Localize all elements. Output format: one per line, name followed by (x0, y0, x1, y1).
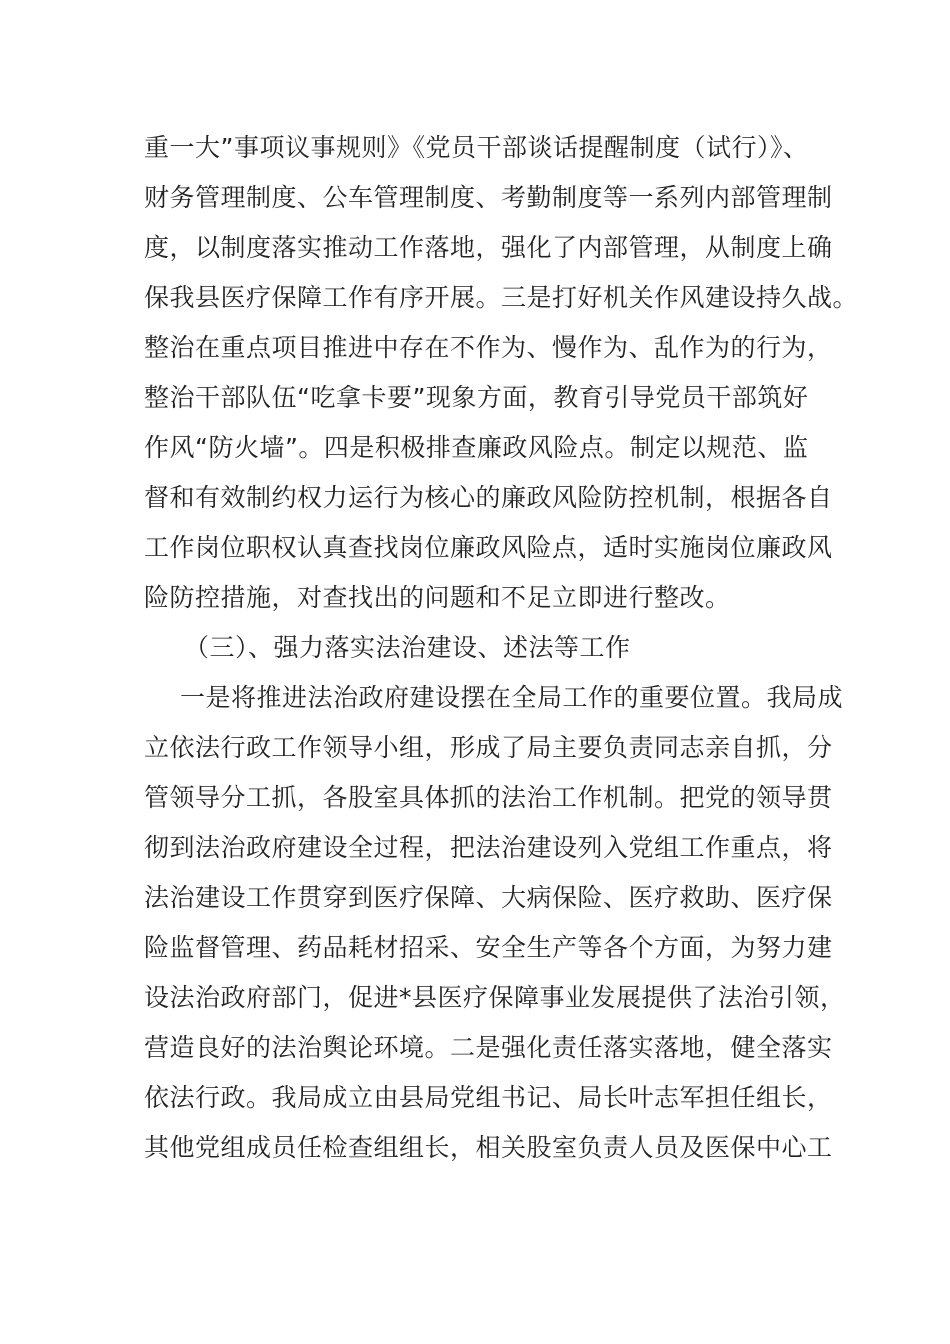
text-line: 重一大”事项议事规则》《党员干部谈话提醒制度（试行）》、 (144, 133, 809, 162)
paragraph-first-line: 一是将推进法治政府建设摆在全局工作的重要位置。我局成 (180, 683, 844, 712)
text-line: 整治在重点项目推进中存在不作为、慢作为、乱作为的行为， (144, 333, 833, 362)
text-line: 立依法行政工作领导小组，形成了局主要负责同志亲自抓，分 (144, 733, 833, 762)
text-line: 险监督管理、药品耗材招采、安全生产等各个方面，为努力建 (144, 933, 833, 962)
text-line: 管领导分工抓，各股室具体抓的法治工作机制。把党的领导贯 (144, 783, 833, 812)
text-line: 度，以制度落实推动工作落地，强化了内部管理，从制度上确 (144, 233, 833, 262)
text-line: 督和有效制约权力运行为核心的廉政风险防控机制，根据各自 (144, 483, 833, 512)
text-line: 法治建设工作贯穿到医疗保障、大病保险、医疗救助、医疗保 (144, 883, 833, 912)
text-line: 整治干部队伍“吃拿卡要”现象方面，教育引导党员干部筑好 (144, 383, 809, 412)
text-line: 设法治政府部门，促进*县医疗保障事业发展提供了法治引领， (144, 983, 846, 1012)
text-line: 其他党组成员任检查组组长，相关股室负责人员及医保中心工 (144, 1133, 833, 1162)
text-line: 保我县医疗保障工作有序开展。三是打好机关作风建设持久战。 (144, 283, 859, 312)
text-line: 险防控措施，对查找出的问题和不足立即进行整改。 (144, 583, 731, 612)
text-line: 营造良好的法治舆论环境。二是强化责任落实落地，健全落实 (144, 1033, 833, 1062)
text-line: 依法行政。我局成立由县局党组书记、局长叶志军担任组长， (144, 1083, 833, 1112)
text-line: 财务管理制度、公车管理制度、考勤制度等一系列内部管理制 (144, 183, 833, 212)
text-line: 工作岗位职权认真查找岗位廉政风险点，适时实施岗位廉政风 (144, 533, 833, 562)
section-heading: （三）、强力落实法治建设、述法等工作 (184, 633, 631, 662)
text-line: 彻到法治政府建设全过程，把法治建设列入党组工作重点，将 (144, 833, 833, 862)
text-line: 作风“防火墙”。四是积极排查廉政风险点。制定以规范、监 (144, 433, 809, 462)
